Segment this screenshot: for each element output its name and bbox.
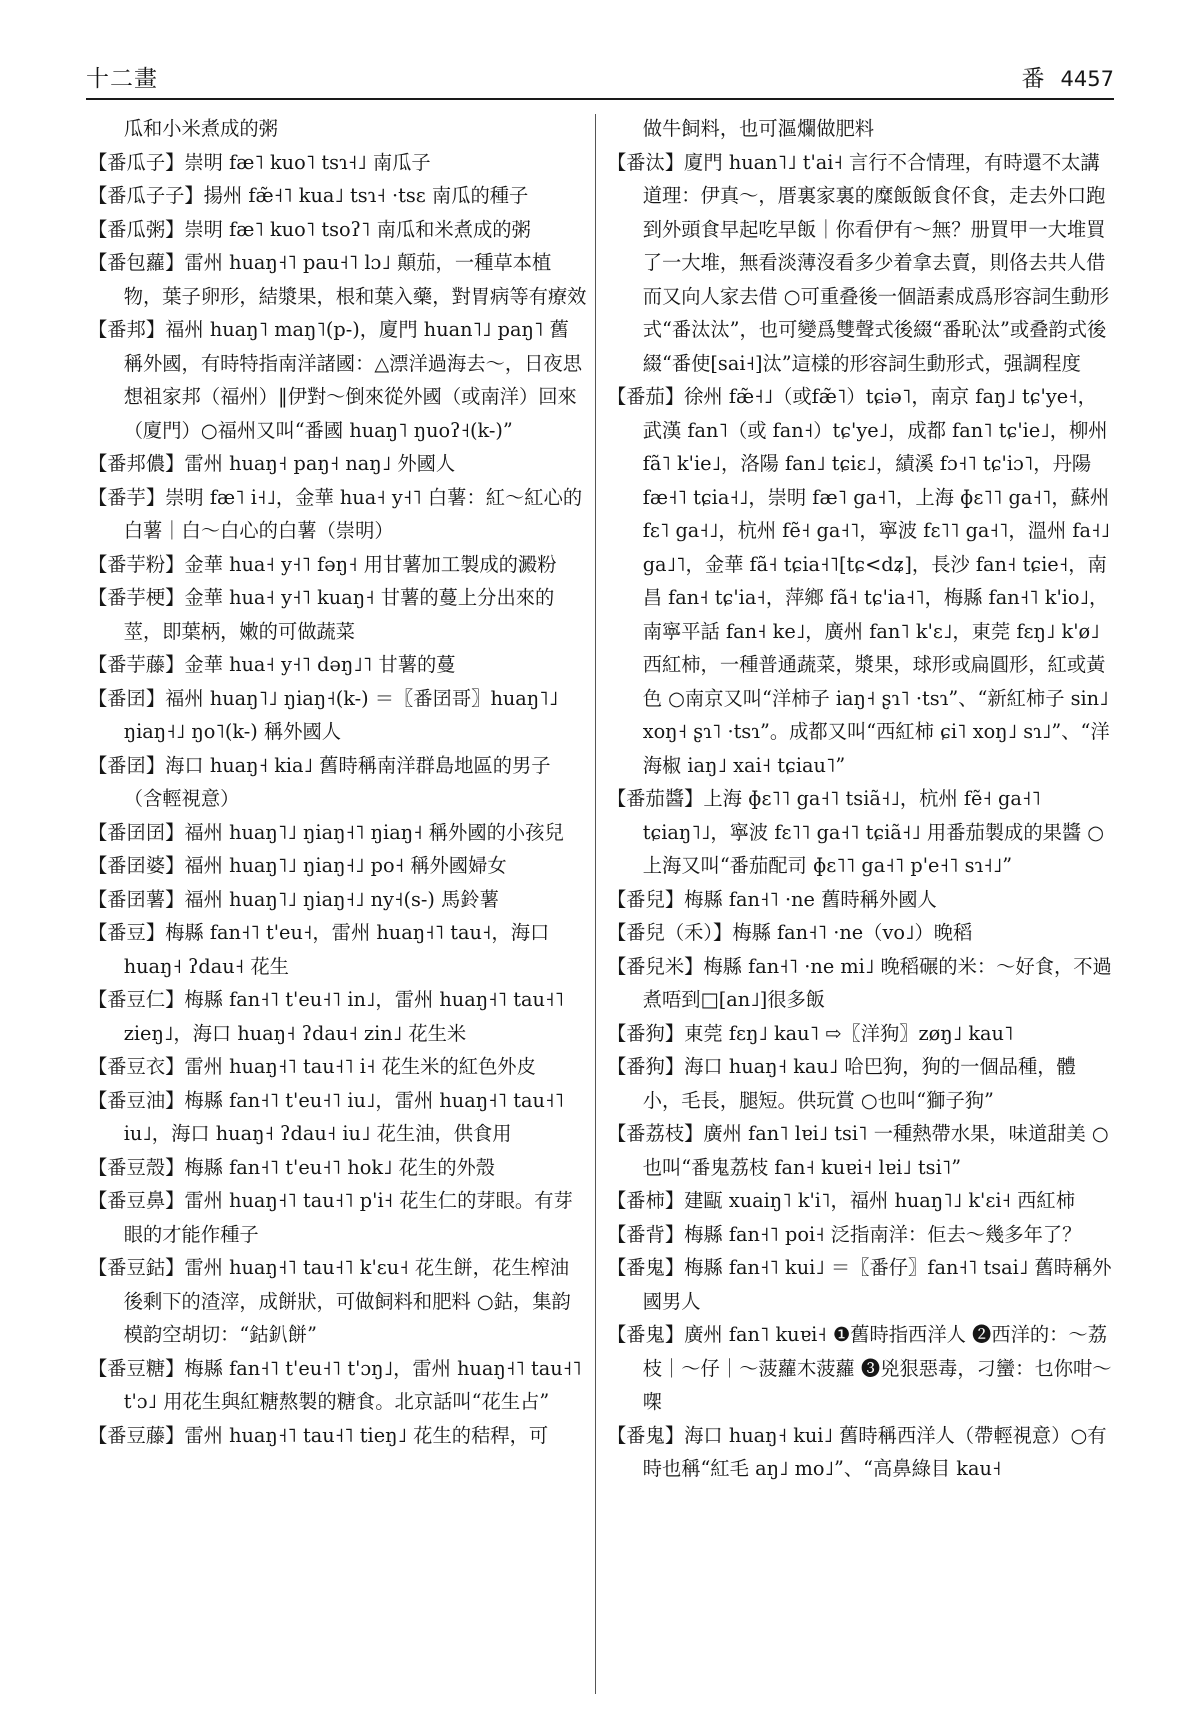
dictionary-entry: 【番邦】福州 huaŋ˥ maŋ˥(p-)，廈門 huan˥˩ paŋ˥ 舊稱外國，有時特指南洋諸國：△漂洋過海去～，日夜思想祖家邦（福州）‖伊對～倒來從外國（或南洋）回來（廈門）○福州又叫“番國 huaŋ˥ ŋuoʔ˧(k-)” <box>88 318 582 442</box>
dictionary-entry: 【番兒（禾）】梅縣 fan˧˥ ·ne（vo˩）晚稻 <box>607 921 973 944</box>
dictionary-entry: 【番囝】福州 huaŋ˥˩ ŋiaŋ˧(k-) ＝〖番囝哥〗huaŋ˥˩ ŋiaŋ˧˩ ŋo˥(k-) 稱外國人 <box>88 686 559 743</box>
dictionary-entry: 【番豆】梅縣 fan˧˥ t'eu˧，雷州 huaŋ˧˥ tau˧，海口 huaŋ˧ ʔdau˧ 花生 <box>88 921 550 978</box>
dictionary-entry: 【番瓜粥】崇明 fæ˥ kuo˥ tsoʔ˥ 南瓜和米煮成的粥 <box>88 217 531 241</box>
page-number: 4457 <box>1060 67 1114 91</box>
dictionary-entry: 【番芋梗】金華 hua˧ y˧˥ kuaŋ˧ 甘薯的蔓上分出來的莖，即葉柄，嫩的可做蔬菜 <box>88 586 555 643</box>
dictionary-entry: 【番瓜子子】揚州 fæ̃˧˥ kua˩ tsɿ˧ ·tsɛ 南瓜的種子 <box>88 184 529 207</box>
dictionary-entry: 【番豆油】梅縣 fan˧˥ t'eu˧˥ iu˩，雷州 huaŋ˧˥ tau˧˥ iu˩，海口 huaŋ˧ ʔdau˧ iu˩ 花生油，供食用 <box>88 1088 564 1145</box>
dictionary-entry: 【番狗】海口 huaŋ˧ kau˩ 哈巴狗，狗的一個品種，體小，毛長，腿短。供玩賞 ○也叫“獅子狗” <box>607 1055 1076 1112</box>
dictionary-entry: 【番汰】廈門 huan˥˩ t'ai˧ 言行不合情理，有時還不太講道理：伊真～，厝裏家裏的糜飯飯食伓食，走去外口跑到外頭食早起吃早飯｜你看伊有～無？册買甲一大堆買了一大堆，無看淡薄沒看多少着拿去賣，則佫去共人借而又向人家去借 ○可重叠後一個語素成爲形容詞生動形式“番汰汰”，也可變爲雙聲式後綴“番恥汰”或叠韵式後綴“番使[sai˧]汰”這樣的形容詞生動形式，强調程度 <box>607 150 1110 375</box>
dictionary-entry: 【番荔枝】廣州 fan˥ lɐi˩ tsi˥ 一種熱帶水果，味道甜美 ○也叫“番鬼荔枝 fan˧ kuɐi˧ lɐi˩ tsi˥” <box>607 1122 1109 1179</box>
dictionary-entry: 【番豆藤】雷州 huaŋ˧˥ tau˧˥ tieŋ˩ 花生的秸稈，可 <box>88 1423 549 1447</box>
dictionary-entry: 【番鬼】梅縣 fan˧˥ kui˩ ＝〖番仔〗fan˧˥ tsai˩ 舊時稱外國男人 <box>607 1256 1112 1313</box>
page-header <box>86 58 1114 96</box>
section-label: 十二畫 <box>86 66 158 92</box>
dictionary-entry: 【番鬼】廣州 fan˥ kuɐi˧ ❶舊時指西洋人 ❷西洋的：～荔枝｜～仔｜～菠蘿木菠蘿 ❸兇狠惡毒，刁蠻：乜你咁～㗎 <box>607 1323 1112 1413</box>
dictionary-entry: 【番背】梅縣 fan˧˥ poi˧ 泛指南洋：佢去～幾多年了？ <box>607 1222 1082 1246</box>
dictionary-entry: 【番瓜子】崇明 fæ˥ kuo˥ tsɿ˧˩ 南瓜子 <box>88 150 431 174</box>
dictionary-entry: 【番茄醬】上海 ɸɛ˥˥ ga˧˥ tsiã˧˩，杭州 fẽ˧ ga˧˥ tɕiaŋ˥˩，寧波 fɛ˥˥ ga˧˥ tɕiã˧˩ 用番茄製成的果醬 ○上海又叫“番茄配司 ɸɛ˥˥ ga˧˥ p'e˧˥ sɿ˧˩” <box>607 787 1105 877</box>
right-column <box>607 112 1113 1712</box>
dictionary-entry: 【番柿】建甌 xuaiŋ˥ k'i˥，福州 huaŋ˥˩ k'ɛi˧ 西紅柿 <box>607 1189 1075 1212</box>
dictionary-entry: 【番豆鼻】雷州 huaŋ˧˥ tau˧˥ p'i˧ 花生仁的芽眼。有芽眼的才能作種子 <box>88 1189 573 1246</box>
dictionary-entry: 【番兒米】梅縣 fan˧˥ ·ne mi˩ 晚稻碾的米：～好食，不過煮唔到□[an˩]很多飯 <box>607 954 1112 1011</box>
dictionary-entry: 【番茄】徐州 fæ̃˧˩（或fæ̃˥）tɕiə˥，南京 faŋ˩ tɕ'ye˧，武漢 fan˥（或 fan˧）tɕ'ye˩，成都 fan˥ tɕ'ie˩，柳州 fã˥ k'ie˩，洛陽 fan˩ tɕiɛ˩，績溪 fɔ˧˥ tɕ'iɔ˥，丹陽 fæ˧˥ tɕia˧˩，崇明 fæ˥ ga˧˥，上海 ɸɛ˥˥ ga˧˥，蘇州 fɛ˥ ga˧˩，杭州 fẽ˧ ga˧˥，寧波 fɛ˥˥ ga˧˥，溫州 fa˧˩ ga˩˥，金華 fã˧ tɕia˧˥[tɕ<dʑ]，長沙 fan˧ tɕie˧，南昌 fan˧ tɕ'ia˧，萍鄉 fã˧ tɕ'ia˧˥，梅縣 fan˧˥ k'io˩，南寧平話 fan˧ ke˩，廣州 fan˥ k'ɛ˩，東莞 fɛŋ˩ k'ø˩ 西紅柿，一種普通蔬菜，漿果，球形或扁圓形，紅或黃色 ○南京又叫“洋柿子 iaŋ˧ ʂɿ˥ ·tsɿ”、“新紅柿子 sin˩ xoŋ˧ ʂɿ˥ ·tsɿ”。成都又叫“西紅柿 ɕi˥ xoŋ˩ sɿ˩”、“洋海椒 iaŋ˩ xai˧ tɕiau˥” <box>607 385 1111 777</box>
left-column <box>88 112 588 1712</box>
dictionary-entry: 【番狗】東莞 fɛŋ˩ kau˥ ⇨〖洋狗〗zøŋ˩ kau˥ <box>607 1021 1014 1045</box>
dictionary-entry: 【番囝薯】福州 huaŋ˥˩ ŋiaŋ˧˩ ny˧(s-) 馬鈴薯 <box>88 887 499 911</box>
dictionary-entry: 【番芋】崇明 fæ˥ i˧˩，金華 hua˧ y˧˥ 白薯：紅～紅心的白薯｜白～白心的白薯（崇明） <box>88 485 583 542</box>
dictionary-entry: 【番芋藤】金華 hua˧ y˧˥ dəŋ˩˥ 甘薯的蔓 <box>88 653 456 676</box>
dictionary-entry: 【番豆糖】梅縣 fan˧˥ t'eu˧˥ t'ɔŋ˩，雷州 huaŋ˧˥ tau˧˥ t'ɔ˩ 用花生與紅糖熬製的糖食。北京話叫“花生占” <box>88 1356 582 1413</box>
dictionary-entry: 【番包蘿】雷州 huaŋ˧˥ pau˧˥ lɔ˩ 顛茄，一種草本植物，葉子卵形，結漿果，根和葉入藥，對胃病等有療效 <box>88 251 587 308</box>
dictionary-entry: 【番囝囝】福州 huaŋ˥˩ ŋiaŋ˧˥ ŋiaŋ˧ 稱外國的小孩兒 <box>88 820 564 844</box>
column-divider <box>595 114 596 1694</box>
entry-continuation: 瓜和小米煮成的粥 <box>123 117 278 140</box>
headword-char: 番 <box>1021 66 1045 92</box>
header-rule <box>86 98 1114 100</box>
dictionary-entry: 【番邦儂】雷州 huaŋ˧ paŋ˧ naŋ˩ 外國人 <box>88 452 456 475</box>
dictionary-entry: 【番鬼】海口 huaŋ˧ kui˩ 舊時稱西洋人（帶輕視意）○有時也稱“紅毛 aŋ˩ mo˩”、“高鼻綠目 kau˧ <box>607 1423 1107 1480</box>
dictionary-entry: 【番豆殼】梅縣 fan˧˥ t'eu˧˥ hok˩ 花生的外殼 <box>88 1155 496 1179</box>
dictionary-entry: 【番囝】海口 huaŋ˧ kia˩ 舊時稱南洋群島地區的男子（含輕視意） <box>88 753 551 810</box>
dictionary-entry: 【番芋粉】金華 hua˧ y˧˥ fəŋ˧ 用甘薯加工製成的澱粉 <box>88 552 557 576</box>
dictionary-entry: 【番豆仁】梅縣 fan˧˥ t'eu˧˥ in˩，雷州 huaŋ˧˥ tau˧˥ zieŋ˩，海口 huaŋ˧ ʔdau˧ zin˩ 花生米 <box>88 988 564 1045</box>
headword-page-number <box>1022 60 1114 93</box>
dictionary-entry: 【番兒】梅縣 fan˧˥ ·ne 舊時稱外國人 <box>607 887 937 911</box>
dictionary-entry: 【番豆衣】雷州 huaŋ˧˥ tau˧˥ i˧ 花生米的紅色外皮 <box>88 1055 536 1078</box>
dictionary-entry: 【番囝婆】福州 huaŋ˥˩ ŋiaŋ˧˩ po˧ 稱外國婦女 <box>88 854 507 877</box>
dictionary-entry: 【番豆鈷】雷州 huaŋ˧˥ tau˧˥ k'ɛu˧ 花生餅，花生榨油後剩下的渣滓，成餅狀，可做飼料和肥料 ○鈷，集韵模韵空胡切：“鈷釟餅” <box>88 1256 571 1346</box>
entry-continuation: 做牛飼料，也可漚爛做肥料 <box>642 117 875 140</box>
